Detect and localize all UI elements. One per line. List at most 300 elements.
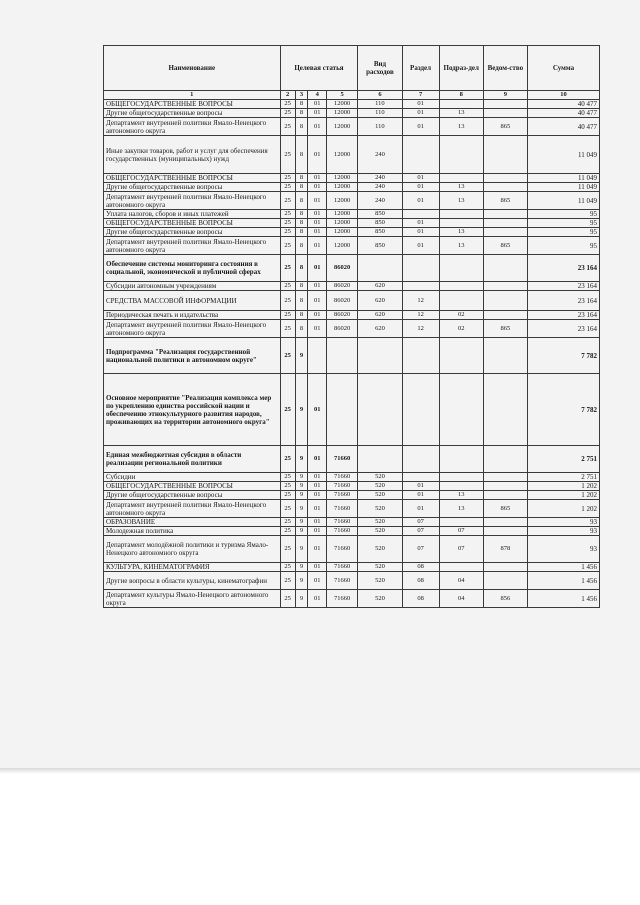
column-number: 3 — [295, 91, 308, 100]
row-name-cell: Субсидии автономным учреждениям — [104, 282, 281, 291]
column-number: 9 — [483, 91, 527, 100]
subsection-cell: 13 — [439, 228, 483, 237]
target-code-cell: 25 — [280, 563, 295, 572]
target-code-cell: 25 — [280, 536, 295, 563]
target-code-cell: 71660 — [326, 590, 357, 608]
row-name-cell: СРЕДСТВА МАССОВОЙ ИНФОРМАЦИИ — [104, 291, 281, 311]
subsection-cell: 02 — [439, 320, 483, 338]
target-code-cell: 25 — [280, 374, 295, 446]
target-code-cell: 25 — [280, 237, 295, 255]
department-cell — [483, 210, 527, 219]
target-code-cell: 25 — [280, 136, 295, 174]
subsection-cell — [439, 255, 483, 282]
department-cell — [483, 219, 527, 228]
table-row — [104, 320, 600, 338]
table-row — [104, 374, 600, 446]
target-code-cell: 8 — [295, 237, 308, 255]
amount-cell: 1 202 — [527, 491, 599, 500]
department-cell: 865 — [483, 192, 527, 210]
amount-cell: 23 164 — [527, 311, 599, 320]
target-code-cell: 01 — [308, 527, 327, 536]
target-code-cell: 01 — [308, 482, 327, 491]
target-code-cell: 9 — [295, 563, 308, 572]
expense-type-cell: 620 — [358, 320, 402, 338]
target-code-cell: 8 — [295, 311, 308, 320]
target-code-cell: 86020 — [326, 311, 357, 320]
target-code-cell: 25 — [280, 473, 295, 482]
target-code-cell: 01 — [308, 136, 327, 174]
row-name-cell: ОБЩЕГОСУДАРСТВЕННЫЕ ВОПРОСЫ — [104, 219, 281, 228]
amount-cell: 1 202 — [527, 482, 599, 491]
target-code-cell: 71660 — [326, 446, 357, 473]
amount-cell: 1 456 — [527, 590, 599, 608]
target-code-cell: 8 — [295, 183, 308, 192]
subsection-cell: 13 — [439, 500, 483, 518]
header-department: Ведом-ство — [483, 46, 527, 91]
table-row — [104, 563, 600, 572]
target-code-cell: 8 — [295, 255, 308, 282]
target-code-cell: 01 — [308, 491, 327, 500]
amount-cell: 23 164 — [527, 282, 599, 291]
target-code-cell: 71660 — [326, 473, 357, 482]
section-cell: 01 — [402, 174, 439, 183]
target-code-cell: 9 — [295, 446, 308, 473]
subsection-cell: 13 — [439, 183, 483, 192]
section-cell: 07 — [402, 536, 439, 563]
amount-cell: 40 477 — [527, 109, 599, 118]
section-cell — [402, 255, 439, 282]
department-cell: 865 — [483, 500, 527, 518]
subsection-cell — [439, 136, 483, 174]
target-code-cell: 8 — [295, 210, 308, 219]
row-name-cell: Департамент культуры Ямало-Ненецкого автономного округа — [104, 590, 281, 608]
section-cell — [402, 446, 439, 473]
section-cell: 07 — [402, 527, 439, 536]
expense-type-cell: 620 — [358, 311, 402, 320]
target-code-cell: 9 — [295, 374, 308, 446]
row-name-cell: Департамент внутренней политики Ямало-Ненецкого автономного округа — [104, 237, 281, 255]
section-cell: 01 — [402, 100, 439, 109]
row-name-cell: Иные закупки товаров, работ и услуг для обеспечения государственных (муниципальных) нужд — [104, 136, 281, 174]
target-code-cell: 86020 — [326, 282, 357, 291]
subsection-cell: 13 — [439, 192, 483, 210]
section-cell: 07 — [402, 518, 439, 527]
amount-cell: 1 456 — [527, 563, 599, 572]
subsection-cell: 13 — [439, 118, 483, 136]
target-code-cell: 01 — [308, 174, 327, 183]
amount-cell: 40 477 — [527, 100, 599, 109]
target-code-cell: 01 — [308, 237, 327, 255]
target-code-cell — [308, 338, 327, 374]
header-amount: Сумма — [527, 46, 599, 91]
department-cell: 878 — [483, 536, 527, 563]
target-code-cell: 8 — [295, 100, 308, 109]
amount-cell: 11 049 — [527, 183, 599, 192]
row-name-cell: Департамент внутренней политики Ямало-Ненецкого автономного округа — [104, 118, 281, 136]
amount-cell: 1 202 — [527, 500, 599, 518]
section-cell: 01 — [402, 183, 439, 192]
department-cell: 856 — [483, 590, 527, 608]
amount-cell: 95 — [527, 228, 599, 237]
column-number: 5 — [326, 91, 357, 100]
target-code-cell: 25 — [280, 491, 295, 500]
row-name-cell: Единая межбюджетная субсидия в области реализации региональной политики — [104, 446, 281, 473]
target-code-cell: 01 — [308, 255, 327, 282]
target-code-cell: 9 — [295, 536, 308, 563]
row-name-cell: ОБЩЕГОСУДАРСТВЕННЫЕ ВОПРОСЫ — [104, 174, 281, 183]
target-code-cell: 01 — [308, 500, 327, 518]
target-code-cell: 01 — [308, 219, 327, 228]
target-code-cell: 8 — [295, 192, 308, 210]
department-cell — [483, 563, 527, 572]
target-code-cell: 25 — [280, 109, 295, 118]
target-code-cell: 01 — [308, 572, 327, 590]
department-cell — [483, 282, 527, 291]
department-cell — [483, 109, 527, 118]
column-number: 2 — [280, 91, 295, 100]
section-cell — [402, 282, 439, 291]
target-code-cell: 9 — [295, 572, 308, 590]
row-name-cell: Основное мероприятие "Реализация комплекса мер по укреплению единства российской нации и обеспечению этнокультурного развития народов, проживающих на территории автономного округа" — [104, 374, 281, 446]
table-row — [104, 291, 600, 311]
row-name-cell: ОБЩЕГОСУДАРСТВЕННЫЕ ВОПРОСЫ — [104, 100, 281, 109]
row-name-cell: Другие общегосударственные вопросы — [104, 491, 281, 500]
target-code-cell: 8 — [295, 320, 308, 338]
target-code-cell: 01 — [308, 109, 327, 118]
row-name-cell: Департамент внутренней политики Ямало-Ненецкого автономного округа — [104, 500, 281, 518]
expense-type-cell: 520 — [358, 590, 402, 608]
table-row — [104, 210, 600, 219]
target-code-cell: 25 — [280, 527, 295, 536]
row-name-cell: Молодежная политика — [104, 527, 281, 536]
table-row — [104, 572, 600, 590]
section-cell: 08 — [402, 590, 439, 608]
target-code-cell: 25 — [280, 590, 295, 608]
column-number: 7 — [402, 91, 439, 100]
section-cell: 12 — [402, 311, 439, 320]
header-name: Наименование — [104, 46, 281, 91]
subsection-cell — [439, 338, 483, 374]
subsection-cell: 02 — [439, 311, 483, 320]
section-cell — [402, 473, 439, 482]
amount-cell: 95 — [527, 237, 599, 255]
header-expense-type: Вид расходов — [358, 46, 402, 91]
subsection-cell: 04 — [439, 590, 483, 608]
amount-cell: 23 164 — [527, 255, 599, 282]
row-name-cell: Обеспечение системы мониторинга состояния в социальной, экономической и публичной сферах — [104, 255, 281, 282]
department-cell — [483, 374, 527, 446]
expense-type-cell: 620 — [358, 282, 402, 291]
amount-cell: 95 — [527, 219, 599, 228]
row-name-cell: Департамент молодёжной политики и туризма Ямало-Ненецкого автономного округа — [104, 536, 281, 563]
section-cell: 01 — [402, 482, 439, 491]
target-code-cell: 9 — [295, 590, 308, 608]
expense-type-cell: 850 — [358, 228, 402, 237]
row-name-cell: Департамент внутренней политики Ямало-Ненецкого автономного округа — [104, 192, 281, 210]
target-code-cell: 25 — [280, 255, 295, 282]
department-cell: 865 — [483, 320, 527, 338]
row-name-cell: КУЛЬТУРА, КИНЕМАТОГРАФИЯ — [104, 563, 281, 572]
section-cell — [402, 136, 439, 174]
target-code-cell: 12000 — [326, 100, 357, 109]
target-code-cell: 01 — [308, 291, 327, 311]
table-row — [104, 109, 600, 118]
target-code-cell: 9 — [295, 491, 308, 500]
amount-cell: 95 — [527, 210, 599, 219]
table-row — [104, 590, 600, 608]
table-row — [104, 482, 600, 491]
department-cell — [483, 255, 527, 282]
target-code-cell: 01 — [308, 282, 327, 291]
department-cell — [483, 527, 527, 536]
expense-type-cell: 520 — [358, 473, 402, 482]
department-cell — [483, 482, 527, 491]
budget-table — [103, 45, 600, 608]
subsection-cell — [439, 291, 483, 311]
target-code-cell: 12000 — [326, 183, 357, 192]
subsection-cell — [439, 446, 483, 473]
department-cell — [483, 291, 527, 311]
target-code-cell: 25 — [280, 500, 295, 518]
target-code-cell — [326, 374, 357, 446]
department-cell — [483, 518, 527, 527]
table-body — [104, 100, 600, 608]
subsection-cell: 07 — [439, 536, 483, 563]
target-code-cell: 86020 — [326, 255, 357, 282]
header-section: Раздел — [402, 46, 439, 91]
row-name-cell: ОБРАЗОВАНИЕ — [104, 518, 281, 527]
row-name-cell: Департамент внутренней политики Ямало-Ненецкого автономного округа — [104, 320, 281, 338]
column-number: 6 — [358, 91, 402, 100]
target-code-cell: 12000 — [326, 118, 357, 136]
amount-cell: 23 164 — [527, 320, 599, 338]
header-subsection: Подраз-дел — [439, 46, 483, 91]
column-number: 8 — [439, 91, 483, 100]
target-code-cell: 8 — [295, 219, 308, 228]
target-code-cell: 01 — [308, 183, 327, 192]
target-code-cell: 86020 — [326, 291, 357, 311]
amount-cell: 40 477 — [527, 118, 599, 136]
target-code-cell: 9 — [295, 527, 308, 536]
department-cell — [483, 174, 527, 183]
target-code-cell: 71660 — [326, 518, 357, 527]
row-name-cell: Субсидии — [104, 473, 281, 482]
expense-type-cell — [358, 338, 402, 374]
section-cell: 01 — [402, 118, 439, 136]
amount-cell: 11 049 — [527, 136, 599, 174]
target-code-cell: 25 — [280, 338, 295, 374]
expense-type-cell — [358, 255, 402, 282]
expense-type-cell: 240 — [358, 183, 402, 192]
subsection-cell — [439, 482, 483, 491]
table-row — [104, 500, 600, 518]
section-cell: 01 — [402, 219, 439, 228]
target-code-cell: 25 — [280, 282, 295, 291]
table-row — [104, 527, 600, 536]
expense-type-cell: 110 — [358, 109, 402, 118]
expense-type-cell: 520 — [358, 518, 402, 527]
section-cell: 01 — [402, 491, 439, 500]
target-code-cell: 71660 — [326, 572, 357, 590]
subsection-cell: 13 — [439, 109, 483, 118]
target-code-cell: 25 — [280, 210, 295, 219]
expense-type-cell: 520 — [358, 491, 402, 500]
amount-cell: 93 — [527, 527, 599, 536]
target-code-cell: 9 — [295, 338, 308, 374]
amount-cell: 2 751 — [527, 446, 599, 473]
section-cell: 01 — [402, 228, 439, 237]
target-code-cell: 71660 — [326, 491, 357, 500]
column-number: 1 — [104, 91, 281, 100]
target-code-cell: 12000 — [326, 136, 357, 174]
target-code-cell: 71660 — [326, 563, 357, 572]
subsection-cell — [439, 518, 483, 527]
target-code-cell: 25 — [280, 291, 295, 311]
target-code-cell: 12000 — [326, 210, 357, 219]
target-code-cell: 12000 — [326, 237, 357, 255]
target-code-cell: 8 — [295, 118, 308, 136]
table-header-row — [104, 46, 600, 91]
amount-cell: 11 049 — [527, 192, 599, 210]
target-code-cell: 12000 — [326, 228, 357, 237]
target-code-cell: 25 — [280, 183, 295, 192]
table-row — [104, 473, 600, 482]
row-name-cell: Другие вопросы в области культуры, кинематографии — [104, 572, 281, 590]
target-code-cell: 01 — [308, 192, 327, 210]
subsection-cell — [439, 100, 483, 109]
table-row — [104, 118, 600, 136]
target-code-cell: 71660 — [326, 527, 357, 536]
expense-type-cell: 520 — [358, 572, 402, 590]
section-cell: 12 — [402, 291, 439, 311]
target-code-cell: 01 — [308, 210, 327, 219]
table-row — [104, 518, 600, 527]
target-code-cell: 71660 — [326, 482, 357, 491]
amount-cell: 93 — [527, 536, 599, 563]
section-cell — [402, 374, 439, 446]
department-cell — [483, 446, 527, 473]
department-cell — [483, 100, 527, 109]
target-code-cell: 71660 — [326, 536, 357, 563]
expense-type-cell: 240 — [358, 192, 402, 210]
subsection-cell: 07 — [439, 527, 483, 536]
department-cell — [483, 136, 527, 174]
row-name-cell: Уплата налогов, сборов и иных платежей — [104, 210, 281, 219]
expense-type-cell: 520 — [358, 500, 402, 518]
expense-type-cell: 850 — [358, 210, 402, 219]
header-target-article: Целевая статья — [280, 46, 358, 91]
subsection-cell — [439, 219, 483, 228]
target-code-cell: 8 — [295, 291, 308, 311]
target-code-cell: 25 — [280, 228, 295, 237]
row-name-cell: ОБЩЕГОСУДАРСТВЕННЫЕ ВОПРОСЫ — [104, 482, 281, 491]
section-cell: 08 — [402, 563, 439, 572]
target-code-cell: 12000 — [326, 109, 357, 118]
expense-type-cell: 850 — [358, 219, 402, 228]
subsection-cell — [439, 210, 483, 219]
amount-cell: 7 782 — [527, 374, 599, 446]
target-code-cell: 01 — [308, 118, 327, 136]
department-cell — [483, 183, 527, 192]
table-row — [104, 446, 600, 473]
expense-type-cell: 520 — [358, 563, 402, 572]
target-code-cell: 25 — [280, 446, 295, 473]
table-row — [104, 219, 600, 228]
subsection-cell — [439, 282, 483, 291]
section-cell: 12 — [402, 320, 439, 338]
section-cell: 01 — [402, 237, 439, 255]
department-cell — [483, 338, 527, 374]
target-code-cell: 25 — [280, 192, 295, 210]
target-code-cell: 86020 — [326, 320, 357, 338]
expense-type-cell: 520 — [358, 527, 402, 536]
subsection-cell — [439, 174, 483, 183]
target-code-cell: 12000 — [326, 219, 357, 228]
target-code-cell: 8 — [295, 136, 308, 174]
row-name-cell: Периодическая печать и издательства — [104, 311, 281, 320]
target-code-cell: 01 — [308, 100, 327, 109]
expense-type-cell: 240 — [358, 136, 402, 174]
table-row — [104, 282, 600, 291]
column-number: 10 — [527, 91, 599, 100]
amount-cell: 2 751 — [527, 473, 599, 482]
target-code-cell: 01 — [308, 518, 327, 527]
scan-edge-shadow — [0, 768, 640, 774]
target-code-cell: 01 — [308, 228, 327, 237]
row-name-cell: Другие общегосударственные вопросы — [104, 228, 281, 237]
target-code-cell: 25 — [280, 118, 295, 136]
target-code-cell: 01 — [308, 311, 327, 320]
table-row — [104, 491, 600, 500]
expense-type-cell: 850 — [358, 237, 402, 255]
table-row — [104, 228, 600, 237]
subsection-cell: 13 — [439, 237, 483, 255]
target-code-cell: 25 — [280, 518, 295, 527]
row-name-cell: Подпрограмма "Реализация государственной национальной политики в автономном округе" — [104, 338, 281, 374]
target-code-cell — [326, 338, 357, 374]
section-cell: 01 — [402, 500, 439, 518]
subsection-cell — [439, 563, 483, 572]
table-row — [104, 255, 600, 282]
section-cell: 08 — [402, 572, 439, 590]
table-row — [104, 136, 600, 174]
expense-type-cell — [358, 446, 402, 473]
target-code-cell: 01 — [308, 320, 327, 338]
target-code-cell: 8 — [295, 282, 308, 291]
section-cell: 01 — [402, 109, 439, 118]
row-name-cell: Другие общегосударственные вопросы — [104, 183, 281, 192]
target-code-cell: 8 — [295, 174, 308, 183]
expense-type-cell: 240 — [358, 174, 402, 183]
target-code-cell: 01 — [308, 536, 327, 563]
amount-cell: 1 456 — [527, 572, 599, 590]
target-code-cell: 25 — [280, 174, 295, 183]
expense-type-cell — [358, 374, 402, 446]
column-number-row — [104, 91, 600, 100]
table-row — [104, 237, 600, 255]
target-code-cell: 71660 — [326, 500, 357, 518]
target-code-cell: 25 — [280, 320, 295, 338]
target-code-cell: 12000 — [326, 192, 357, 210]
row-name-cell: Другие общегосударственные вопросы — [104, 109, 281, 118]
expense-type-cell: 520 — [358, 482, 402, 491]
target-code-cell: 25 — [280, 482, 295, 491]
department-cell — [483, 491, 527, 500]
expense-type-cell: 620 — [358, 291, 402, 311]
target-code-cell: 9 — [295, 482, 308, 491]
target-code-cell: 01 — [308, 563, 327, 572]
amount-cell: 7 782 — [527, 338, 599, 374]
